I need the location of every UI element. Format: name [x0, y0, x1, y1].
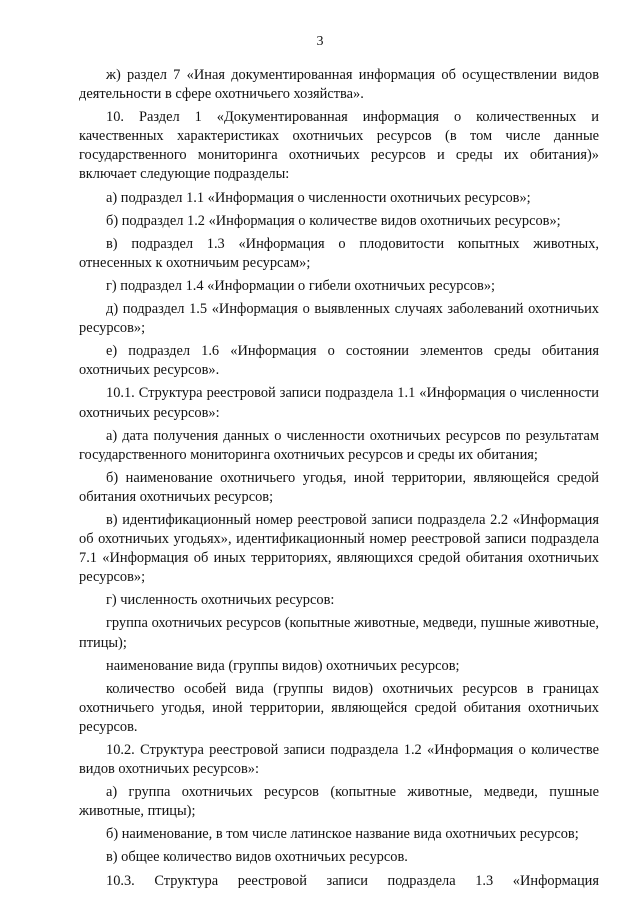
- paragraph: е) подраздел 1.6 «Информация о состоянии элементов среды обитания охотничьих ресурсов».: [79, 343, 599, 379]
- paragraph: г) численность охотничьих ресурсов:: [106, 592, 335, 609]
- paragraph: в) подраздел 1.3 «Информация о плодовитости копытных животных, отнесенных к охотничьим ресурсам»;: [79, 235, 599, 271]
- paragraph: количество особей вида (группы видов) охотничьих ресурсов в границах охотничьего угодья, иной территории, являющейся средой обитания охотничьих ресурсов.: [79, 680, 599, 735]
- paragraph: д) подраздел 1.5 «Информация о выявленных случаях заболеваний охотничьих ресурсов»;: [79, 301, 599, 337]
- paragraph: б) наименование охотничьего угодья, иной территории, являющейся средой обитания охотничьих ресурсов;: [79, 469, 599, 505]
- paragraph: а) дата получения данных о численности охотничьих ресурсов по результатам государственного мониторинга охотничьих ресурсов и среды их обитания;: [79, 427, 599, 463]
- paragraph: 10.1. Структура реестровой записи подраздела 1.1 «Информация о численности охотничьих ресурсов»:: [79, 385, 599, 421]
- paragraph: 10.3. Структура реестровой записи подраздела 1.3 «Информация: [106, 872, 599, 889]
- page-number: 3: [316, 34, 324, 49]
- paragraph: ж) раздел 7 «Иная документированная информация об осуществлении видов деятельности в сфере охотничьего хозяйства».: [79, 67, 599, 103]
- paragraph: б) наименование, в том числе латинское название вида охотничьих ресурсов;: [106, 826, 579, 843]
- paragraph: наименование вида (группы видов) охотничьих ресурсов;: [106, 657, 460, 674]
- paragraph: группа охотничьих ресурсов (копытные животные, медведи, пушные животные, птицы);: [79, 615, 599, 651]
- paragraph: в) общее количество видов охотничьих ресурсов.: [106, 849, 408, 866]
- paragraph: 10. Раздел 1 «Документированная информация о количественных и качественных характеристиках охотничьих ресурсов (в том числе данные государственного мониторинга охотничьих ресурсов и среды их обитания)» включает следующие подразделы:: [79, 109, 599, 183]
- paragraph: б) подраздел 1.2 «Информация о количестве видов охотничьих ресурсов»;: [106, 212, 561, 229]
- paragraph: г) подраздел 1.4 «Информации о гибели охотничьих ресурсов»;: [106, 277, 496, 294]
- paragraph: в) идентификационный номер реестровой записи подраздела 2.2 «Информация об охотничьих угодьях», идентификационный номер реестровой записи подраздела 7.1 «Информация об иных территориях, являющихся средой обитания охотничьих ресурсов»;: [79, 511, 599, 586]
- paragraph: а) группа охотничьих ресурсов (копытные животные, медведи, пушные животные, птицы);: [79, 784, 599, 820]
- paragraph: а) подраздел 1.1 «Информация о численности охотничьих ресурсов»;: [106, 189, 531, 206]
- paragraph: 10.2. Структура реестровой записи подраздела 1.2 «Информация о количестве видов охотничьих ресурсов»:: [79, 742, 599, 778]
- document-body: [79, 66, 599, 895]
